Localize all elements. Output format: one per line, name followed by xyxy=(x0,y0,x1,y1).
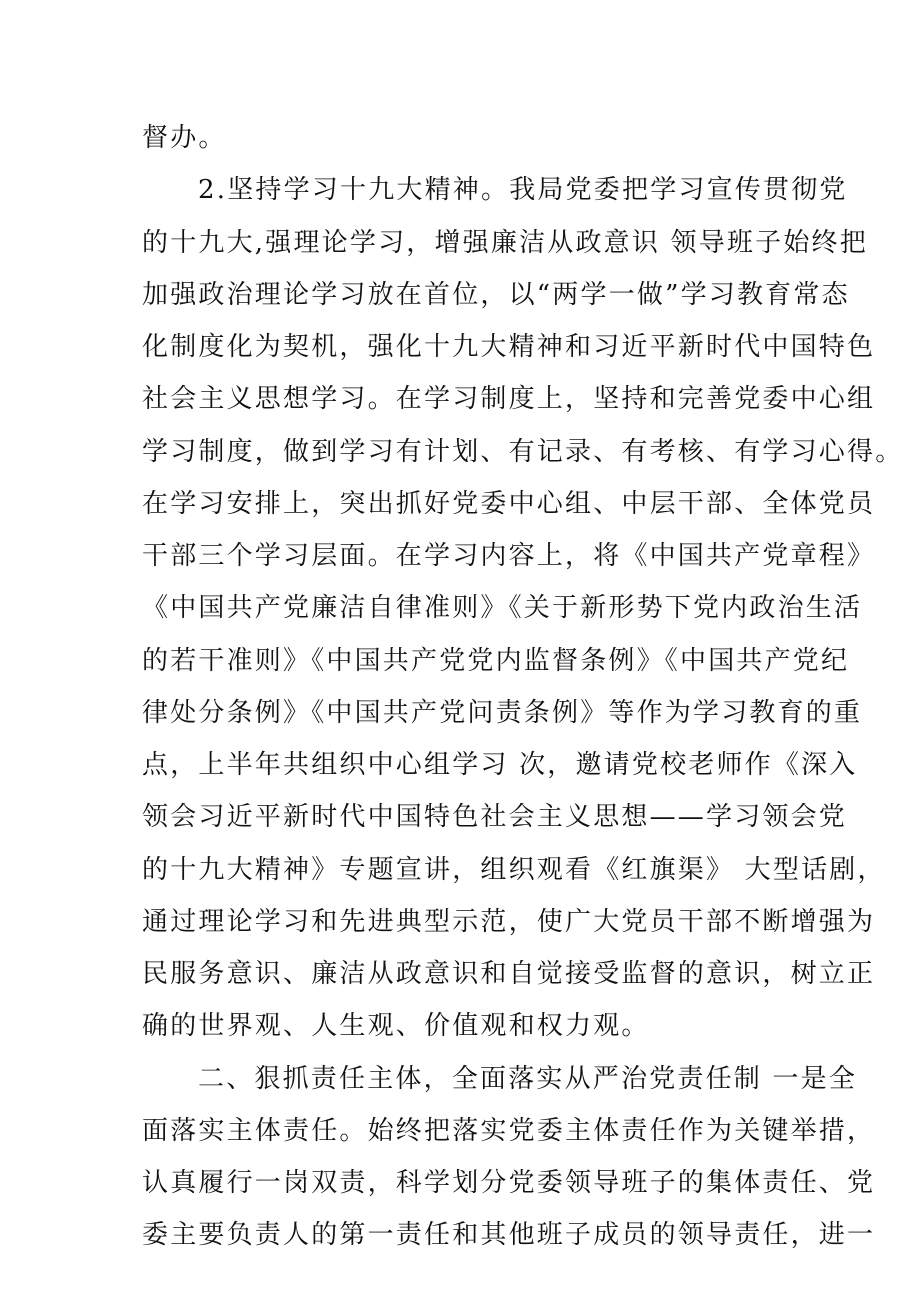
text-line: 《中国共产党廉洁自律准则》《关于新形势下党内政治生活 xyxy=(142,593,863,623)
text-line: 学习制度，做到学习有计划、有记录、有考核、有学习心得。 xyxy=(142,437,904,467)
text-line: 的十九大精神》专题宣讲，组织观看《红旗渠》 大型话剧， xyxy=(142,855,886,885)
text-line: 领会习近平新时代中国特色社会主义思想——学习领会党 xyxy=(142,802,848,832)
text-line: 在学习安排上，突出抓好党委中心组、中层干部、全体党员 xyxy=(142,489,876,519)
text-line: 的十九大,强理论学习，增强廉洁从政意识 领导班子始终把 xyxy=(142,228,868,258)
text-line: 点，上半年共组织中心组学习 次，邀请党校老师作《深入 xyxy=(142,750,858,780)
text-line: 社会主义思想学习。在学习制度上，坚持和完善党委中心组 xyxy=(142,384,876,414)
text-line: 化制度化为契机，强化十九大精神和习近平新时代中国特色 xyxy=(142,332,876,362)
text-line: 2.坚持学习十九大精神。我局党委把学习宣传贯彻党 xyxy=(198,175,848,205)
text-line: 通过理论学习和先进典型示范，使广大党员干部不断增强为 xyxy=(142,907,876,937)
text-line: 的若干准则》《中国共产党党内监督条例》《中国共产党纪 xyxy=(142,646,850,676)
text-line: 确的世界观、人生观、价值观和权力观。 xyxy=(142,1011,650,1041)
text-line: 委主要负责人的第一责任和其他班子成员的领导责任，进一 xyxy=(142,1220,876,1250)
text-line: 干部三个学习层面。在学习内容上，将《中国共产党章程》 xyxy=(142,541,876,571)
text-line: 律处分条例》《中国共产党问责条例》等作为学习教育的重 xyxy=(142,698,863,728)
text-line: 加强政治理论学习放在首位，以“两学一做”学习教育常态 xyxy=(142,280,850,310)
text-line: 认真履行一岗双责，科学划分党委领导班子的集体责任、党 xyxy=(142,1168,876,1198)
text-line: 二、狠抓责任主体，全面落实从严治党责任制 一是全 xyxy=(198,1064,858,1094)
text-line: 督办。 xyxy=(142,123,227,153)
text-line: 民服务意识、廉洁从政意识和自觉接受监督的意识，树立正 xyxy=(142,959,876,989)
text-line: 面落实主体责任。始终把落实党委主体责任作为关键举措， xyxy=(142,1116,876,1146)
